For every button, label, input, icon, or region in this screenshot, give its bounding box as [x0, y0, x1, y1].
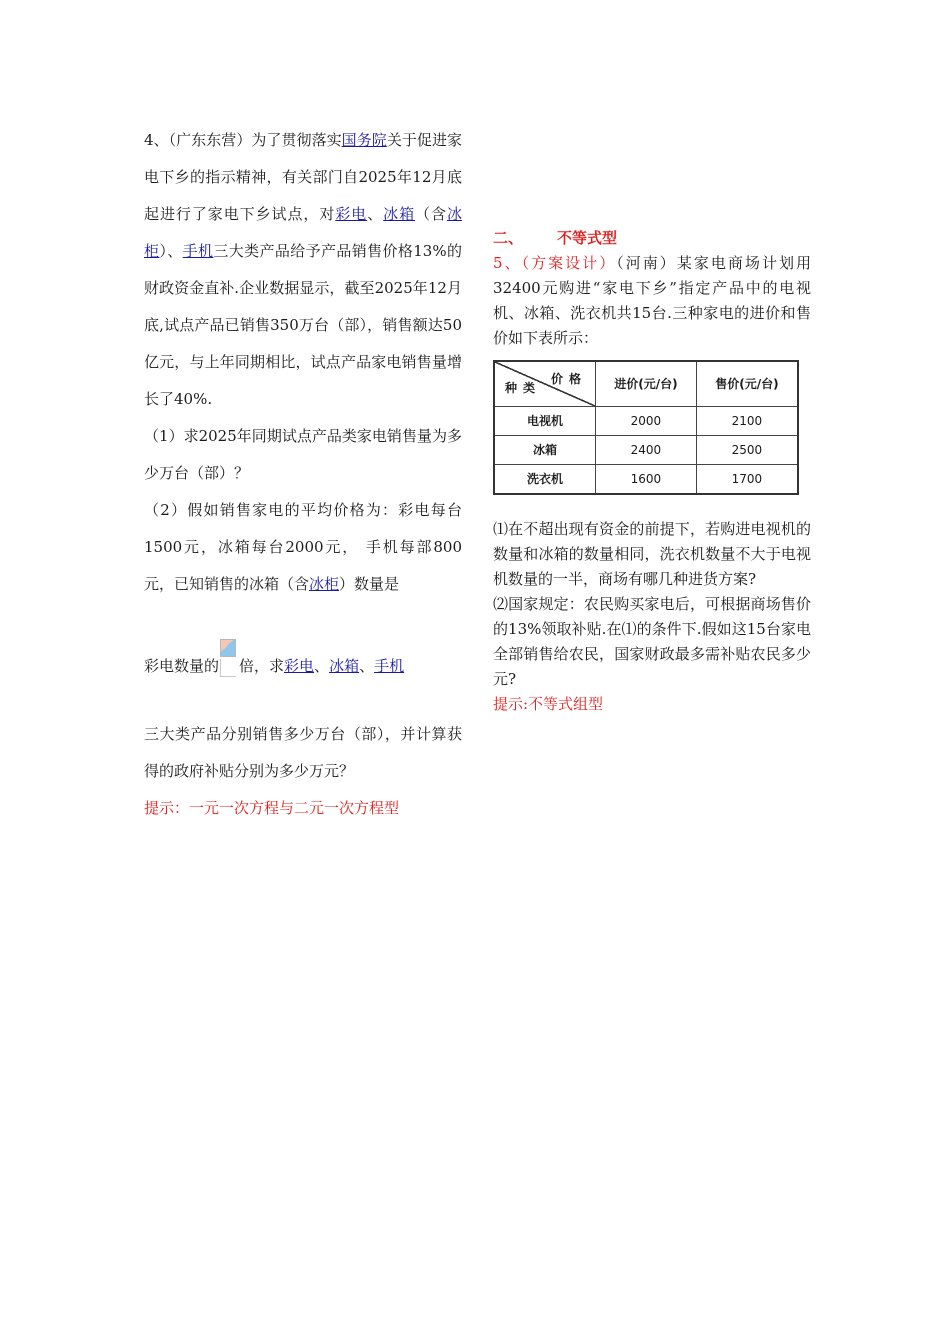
- link-guowuyuan[interactable]: 国务院: [341, 131, 387, 149]
- price-cell: 1700: [696, 465, 798, 495]
- question-4-intro: 4、（广东东营）为了贯彻落实国务院关于促进家电下乡的指示精神，有关部门自2025年12月底起进行了家电下乡试点，对彩电、冰箱（含冰柜）、手机三大类产品给予产品销售价格13%的财政资金直补.企业数据显示，截至2025年12月底,试点产品已销售350万台（部），销售额达50亿元，与上年同期相比，试点产品家电销售量增长了40%.: [144, 131, 462, 408]
- question-4-part-1: （1）求2025年同期试点产品类家电销售量为多少万台（部）？: [144, 427, 462, 482]
- cost-cell: 1600: [596, 465, 697, 495]
- table-corner-cell: 价格 种类: [494, 361, 596, 407]
- left-column: [144, 122, 462, 827]
- price-cell: 2500: [696, 436, 798, 465]
- link-binggui-2[interactable]: 冰柜: [309, 575, 340, 593]
- link-caidian[interactable]: 彩电: [335, 205, 368, 223]
- column-header-price: 售价(元/台): [696, 361, 798, 407]
- question-5-part-1: ⑴在不超出现有资金的前提下，若购进电视机的数量和冰箱的数量相同，洗衣机数量不大于电视机数量的一半，商场有哪几种进货方案?: [493, 520, 811, 588]
- price-table: [493, 360, 799, 495]
- cost-cell: 2400: [596, 436, 697, 465]
- link-shouji-2[interactable]: 手机: [374, 657, 405, 675]
- question-5-part-2: ⑵国家规定：农民购买家电后，可根据商场售价的13%领取补贴.在⑴的条件下.假如这15台家电全部销售给农民，国家财政最多需补贴农民多少元?: [493, 595, 811, 688]
- question-4-part-2-formula-line: 彩电数量的 倍，求彩电、冰箱、手机: [144, 639, 462, 692]
- section-title: 二、 不等式型: [493, 229, 618, 247]
- question-5-hint: 提示:不等式组型: [493, 695, 604, 713]
- question-4-part-2-end: 三大类产品分别销售多少万台（部），并计算获得的政府补贴分别为多少万元？: [144, 725, 462, 780]
- table-row: [494, 465, 798, 495]
- table-row: [494, 436, 798, 465]
- cost-cell: 2000: [596, 407, 697, 436]
- column-header-cost: 进价(元/台): [596, 361, 697, 407]
- link-bingxiang[interactable]: 冰箱: [383, 205, 416, 223]
- row-name: 电视机: [494, 407, 596, 436]
- question-4-part-2: （2）假如销售家电的平均价格为：彩电每台1500元，冰箱每台2000元， 手机每部800元，已知销售的冰箱（含冰柜）数量是: [144, 501, 462, 593]
- row-name: 洗衣机: [494, 465, 596, 495]
- table-row: [494, 407, 798, 436]
- question-5-label: 5、（方案设计）: [493, 254, 617, 272]
- table-header-row: [494, 361, 798, 407]
- link-binggui[interactable]: 冰柜: [144, 205, 462, 260]
- question-5-intro: 5、（方案设计）（河南）某家电商场计划用32400元购进“家电下乡”指定产品中的电视机、冰箱、洗衣机共15台.三种家电的进价和售价如下表所示：: [493, 254, 811, 347]
- link-caidian-2[interactable]: 彩电: [284, 657, 315, 675]
- link-bingxiang-2[interactable]: 冰箱: [329, 657, 360, 675]
- row-name: 冰箱: [494, 436, 596, 465]
- right-column: [493, 226, 811, 717]
- price-cell: 2100: [696, 407, 798, 436]
- broken-formula-image-icon: [220, 639, 238, 677]
- link-shouji[interactable]: 手机: [182, 242, 214, 260]
- question-4-hint: 提示：一元一次方程与二元一次方程型: [144, 799, 400, 817]
